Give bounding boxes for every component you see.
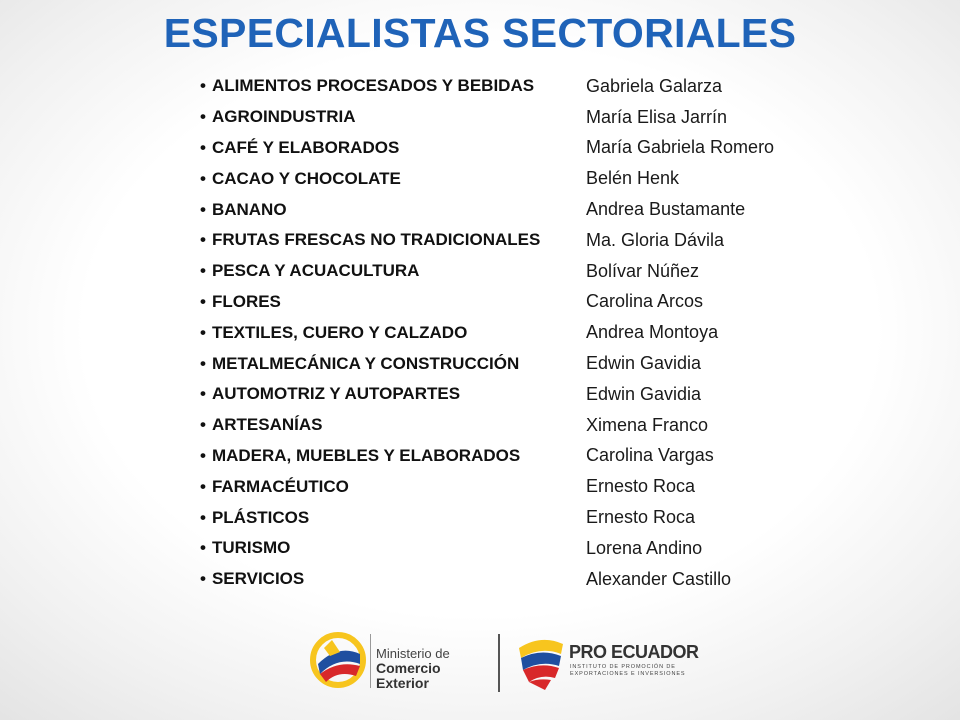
proecuador-logo: [515, 634, 699, 696]
bullet-icon: •: [200, 538, 206, 558]
specialist-name: Bolívar Núñez: [586, 260, 700, 281]
sector-label: MADERA, MUEBLES Y ELABORADOS: [211, 445, 521, 465]
bullet-icon: •: [200, 291, 206, 311]
sector-name: [200, 230, 586, 250]
bullet-icon: •: [200, 322, 206, 342]
specialist-name: Edwin Gavidia: [586, 383, 702, 404]
sector-name: [200, 261, 586, 281]
sector-name: [200, 477, 586, 497]
list-item: [200, 194, 820, 225]
list-item: [200, 441, 820, 472]
sector-name: [200, 169, 586, 189]
list-item: [200, 348, 820, 379]
bullet-icon: •: [200, 137, 206, 157]
proecuador-logo-subtitle-line2: EXPORTACIONES E INVERSIONES: [570, 671, 686, 677]
specialist-name: Ernesto Roca: [586, 476, 696, 497]
specialist-name: Andrea Bustamante: [586, 199, 746, 220]
specialist-name: Edwin Gavidia: [586, 353, 702, 374]
specialist-name: Ernesto Roca: [586, 507, 696, 528]
bullet-icon: •: [200, 569, 206, 589]
specialist-name: Belén Henk: [586, 168, 680, 189]
ministry-logo-divider: [370, 634, 371, 688]
sector-label: ARTESANÍAS: [211, 415, 323, 435]
sector-label: FRUTAS FRESCAS NO TRADICIONALES: [211, 230, 541, 250]
list-item: [200, 133, 820, 164]
specialist-name: Alexander Castillo: [586, 568, 732, 589]
bullet-icon: •: [200, 445, 206, 465]
sector-name: [200, 292, 586, 312]
list-item: [200, 564, 820, 595]
sector-name: [200, 569, 586, 589]
sector-label: AUTOMOTRIZ Y AUTOPARTES: [211, 384, 461, 404]
specialist-name: Ma. Gloria Dávila: [586, 229, 725, 250]
sector-name: [200, 508, 586, 528]
bullet-icon: •: [200, 353, 206, 373]
bullet-icon: •: [200, 261, 206, 281]
sector-name: [200, 323, 586, 343]
bullet-icon: •: [200, 199, 206, 219]
list-item: [200, 379, 820, 410]
sector-name: [200, 107, 586, 127]
list-item: [200, 225, 820, 256]
sector-label: PLÁSTICOS: [211, 507, 310, 527]
proecuador-logo-subtitle: [570, 664, 685, 678]
bullet-icon: •: [200, 415, 206, 435]
logos-divider: [498, 634, 500, 692]
proecuador-logo-subtitle-line1: INSTITUTO DE PROMOCIÓN DE: [570, 664, 676, 670]
sector-name: [200, 538, 586, 558]
list-item: [200, 287, 820, 318]
ministry-logo-text: [376, 646, 490, 691]
specialist-name: María Elisa Jarrín: [586, 106, 728, 127]
bullet-icon: •: [200, 384, 206, 404]
footer-logos: [310, 626, 699, 696]
proecuador-ribbon-icon: [515, 634, 567, 692]
sector-label: FLORES: [211, 291, 281, 311]
sector-label: METALMECÁNICA Y CONSTRUCCIÓN: [211, 353, 520, 373]
ministry-logo: [310, 626, 490, 696]
specialist-name: Ximena Franco: [586, 414, 709, 435]
sector-label: CACAO Y CHOCOLATE: [211, 168, 401, 188]
sector-label: TURISMO: [211, 538, 291, 558]
specialist-name: Carolina Arcos: [586, 291, 704, 312]
list-item: [200, 71, 820, 102]
sector-label: CAFÉ Y ELABORADOS: [211, 137, 400, 157]
list-item: [200, 502, 820, 533]
list-item: [200, 102, 820, 133]
bullet-icon: •: [200, 476, 206, 496]
sector-name: [200, 446, 586, 466]
slide-title: ESPECIALISTAS SECTORIALES: [163, 10, 797, 56]
list-item: [200, 533, 820, 564]
sector-name: [200, 76, 586, 96]
bullet-icon: •: [200, 230, 206, 250]
specialist-name: Andrea Montoya: [586, 322, 719, 343]
bullet-icon: •: [200, 507, 206, 527]
sector-name: [200, 138, 586, 158]
sector-label: ALIMENTOS PROCESADOS Y BEBIDAS: [211, 76, 535, 96]
specialist-name: María Gabriela Romero: [586, 137, 775, 158]
ministry-logo-line2: Comercio Exterior: [376, 660, 441, 691]
sector-label: SERVICIOS: [211, 569, 305, 589]
ministry-logo-line1: Ministerio de: [376, 646, 450, 661]
bullet-icon: •: [200, 76, 206, 96]
sector-label: BANANO: [211, 199, 287, 219]
specialist-name: Lorena Andino: [586, 537, 703, 558]
list-item: [200, 317, 820, 348]
sector-name: [200, 200, 586, 220]
specialist-name: Carolina Vargas: [586, 445, 714, 466]
sector-name: [200, 384, 586, 404]
ministry-emblem-icon: [310, 630, 366, 692]
bullet-icon: •: [200, 168, 206, 188]
list-item: [200, 410, 820, 441]
proecuador-logo-name: PRO ECUADOR: [569, 642, 699, 662]
sector-name: [200, 415, 586, 435]
specialist-name: Gabriela Galarza: [586, 75, 723, 96]
sector-label: TEXTILES, CUERO Y CALZADO: [211, 322, 468, 342]
sector-label: FARMACÉUTICO: [211, 476, 349, 496]
sector-label: AGROINDUSTRIA: [211, 107, 356, 127]
list-item: [200, 163, 820, 194]
list-item: [200, 471, 820, 502]
list-item: [200, 256, 820, 287]
sector-name: [200, 354, 586, 374]
sector-label: PESCA Y ACUACULTURA: [211, 261, 420, 281]
sector-specialist-list: [200, 71, 820, 595]
bullet-icon: •: [200, 107, 206, 127]
